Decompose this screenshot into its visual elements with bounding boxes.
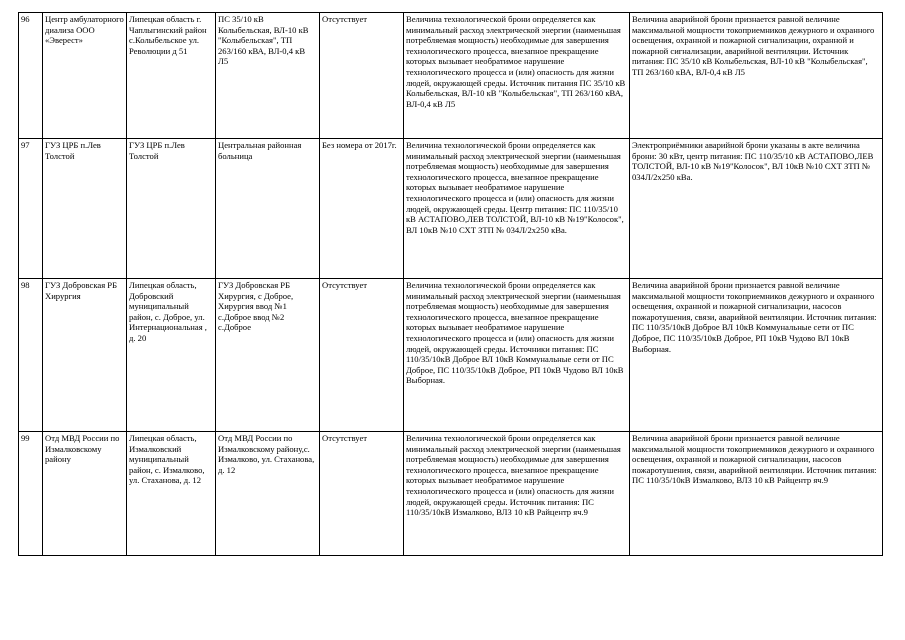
reserve-table xyxy=(18,12,883,556)
consumer-address: Липецкая область г. Чаплыгинский район с.Колыбельское ул. Революции д 51 xyxy=(127,13,216,139)
table-row xyxy=(19,13,883,139)
table-row xyxy=(19,279,883,432)
table-row xyxy=(19,139,883,279)
row-number: 96 xyxy=(19,13,43,139)
power-feed: ГУЗ Добровская РБ Хирургия, с Доброе, Хирургия ввод №1 с.Доброе ввод №2 с.Доброе xyxy=(216,279,320,432)
consumer-address: Липецкая область, Добровский муниципальный район, с. Доброе, ул. Интернациональная , д. 20 xyxy=(127,279,216,432)
power-feed: Отд МВД России по Измалковскому району,с. Измалково, ул. Стаханова, д. 12 xyxy=(216,432,320,556)
emergency-reserve: Электроприёмники аварийной брони указаны в акте величина брони: 30 кВт, центр питания: ПС 110/35/10 кВ АСТАПОВО,ЛЕВ ТОЛСТОЙ, ВЛ-10 кВ №19"Колосок", ВЛ 10кВ №10 СХТ ЗТП № 034Л/2х250 кВа. xyxy=(630,139,883,279)
consumer-name: Центр амбулаторного диализа ООО «Эверест» xyxy=(43,13,127,139)
reserve-act: Отсутствует xyxy=(320,13,404,139)
row-number: 99 xyxy=(19,432,43,556)
technological-reserve: Величина технологической брони определяется как минимальный расход электрической энергии (наименьшая потребляемая мощность) необходимые для завершения технологического процесса, внезапное прекращение которых вызывает необратимое нарушение технологического процесса и (или) опасность для жизни людей, окружающей среды. Источники питания: ПС 110/35/10кВ Доброе ВЛ 10кВ Коммунальные сети от ПС Доброе, ПС 110/35/10кВ Доброе, РП 10кВ Чудово ВЛ 10кВ Выборная. xyxy=(404,279,630,432)
emergency-reserve: Величина аварийной брони признается равной величине максимальной мощности токоприемников дежурного и охранного освещения, охранной и пожарной сигнализации, охранной и пожарной сигнализации, аварийной вентиляции. Источник питания: ПС 35/10 кВ Колыбельская, ВЛ-10 кВ "Колыбельская", ТП 263/160 кВА, ВЛ-0,4 кВ Л5 xyxy=(630,13,883,139)
reserve-act: Отсутствует xyxy=(320,279,404,432)
consumer-name: Отд МВД России по Измалковскому району xyxy=(43,432,127,556)
consumer-name: ГУЗ ЦРБ п.Лев Толстой xyxy=(43,139,127,279)
row-number: 97 xyxy=(19,139,43,279)
reserve-act: Без номера от 2017г. xyxy=(320,139,404,279)
emergency-reserve: Величина аварийной брони признается равной величине максимальной мощности токоприемников дежурного и охранного освещения, охранной и пожарной сигнализации, насосов пожаротушения, связи, аварийной вентиляции. Источник питания: ПС 110/35/10кВ Доброе ВЛ 10кВ Коммунальные сети от ПС Доброе, ПС 110/35/10кВ Доброе, РП 10кВ Чудово ВЛ 10кВ Выборная. xyxy=(630,279,883,432)
emergency-reserve: Величина аварийной брони признается равной величине максимальной мощности токоприемников дежурного и охранного освещения, охранной и пожарной сигнализации, насосов пожаротушения, связи, аварийной вентиляции. Источник питания: ПС 110/35/10кВ Измалково, ВЛЗ 10 кВ Райцентр яч.9 xyxy=(630,432,883,556)
reserve-act: Отсутствует xyxy=(320,432,404,556)
consumer-address: Липецкая область, Измалковский муниципальный район, с. Измалково, ул. Стаханова, д. 12 xyxy=(127,432,216,556)
power-feed: Центральная районная больница xyxy=(216,139,320,279)
technological-reserve: Величина технологической брони определяется как минимальный расход электрической энергии (наименьшая потребляемая мощность) необходимые для завершения технологического процесса, внезапное прекращение которых вызывает необратимое нарушение технологического процесса и (или) опасность для жизни людей, окружающей среды. Источник питания ПС 35/10 кВ Колыбельская, ВЛ-10 кВ "Колыбельская", ТП 263/160 кВА, ВЛ-0,4 кВ Л5 xyxy=(404,13,630,139)
power-feed: ПС 35/10 кВ Колыбельская, ВЛ-10 кВ "Колыбельская", ТП 263/160 кВА, ВЛ-0,4 кВ Л5 xyxy=(216,13,320,139)
technological-reserve: Величина технологической брони определяется как минимальный расход электрической энергии (наименьшая потребляемая мощность) необходимые для завершения технологического процесса, внезапное прекращение которых вызывает необратимое нарушение технологического процесса и (или) опасность для жизни людей, окружающей среды. Центр питания: ПС 110/35/10 кВ АСТАПОВО,ЛЕВ ТОЛСТОЙ, ВЛ-10 кВ №19"Колосок", ВЛ 10кВ №10 СХТ ЗТП № 034Л/2х250 кВа. xyxy=(404,139,630,279)
row-number: 98 xyxy=(19,279,43,432)
consumer-name: ГУЗ Добровская РБ Хирургия xyxy=(43,279,127,432)
technological-reserve: Величина технологической брони определяется как минимальный расход электрической энергии (наименьшая потребляемая мощность) необходимые для завершения технологического процесса, внезапное прекращение которых вызывает необратимое нарушение технологического процесса и (или) опасность для жизни людей, окружающей среды. Источник питания: ПС 110/35/10кВ Измалково, ВЛЗ 10 кВ Райцентр яч.9 xyxy=(404,432,630,556)
table-row xyxy=(19,432,883,556)
consumer-address: ГУЗ ЦРБ п.Лев Толстой xyxy=(127,139,216,279)
